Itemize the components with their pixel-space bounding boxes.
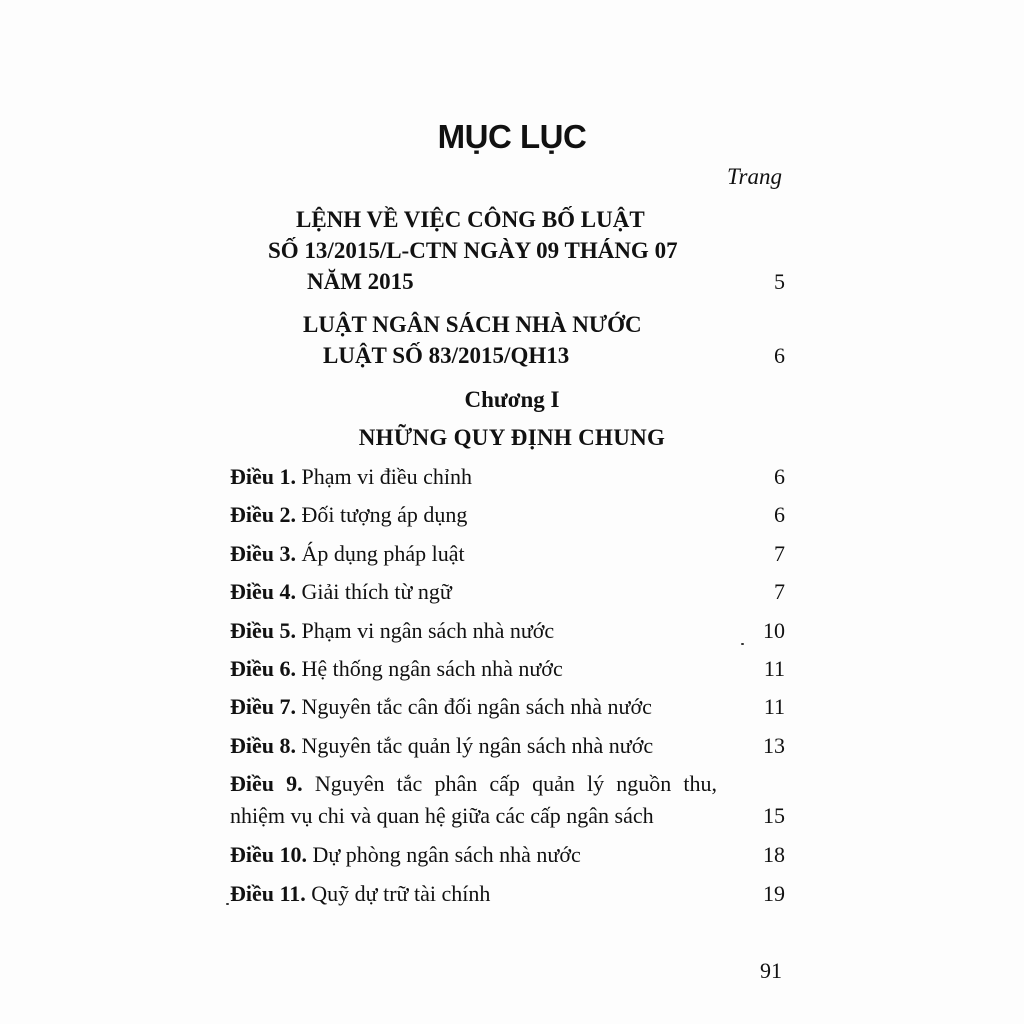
toc-title: MỤC LỤC bbox=[437, 118, 587, 155]
article-title: Hệ thống ngân sách nhà nước bbox=[301, 655, 563, 681]
toc-section-decree bbox=[230, 204, 785, 297]
article-row bbox=[230, 612, 785, 650]
article-title: Quỹ dự trữ tài chính bbox=[311, 880, 491, 906]
page-column-label: Trang bbox=[727, 164, 782, 189]
article-label: Điều 8. bbox=[230, 732, 296, 758]
article-row bbox=[230, 765, 785, 836]
article-title: Phạm vi điều chỉnh bbox=[301, 464, 472, 489]
article-page: 11 bbox=[763, 655, 785, 681]
article-page: 19 bbox=[763, 880, 785, 906]
section-line: LUẬT SỐ 83/2015/QH13 bbox=[323, 343, 570, 368]
article-row bbox=[230, 875, 785, 913]
article-title: Nguyên tắc quản lý ngân sách nhà nước bbox=[301, 732, 654, 758]
article-label: Điều 3. bbox=[230, 540, 296, 566]
article-page: 15 bbox=[763, 803, 785, 829]
article-row bbox=[230, 496, 785, 534]
article-label: Điều 2. bbox=[230, 502, 296, 528]
article-title: Phạm vi ngân sách nhà nước bbox=[301, 617, 555, 643]
article-row bbox=[230, 688, 785, 726]
section-page-number: 5 bbox=[774, 269, 785, 294]
article-label: Điều 11. bbox=[230, 880, 306, 906]
article-page: 11 bbox=[763, 694, 785, 720]
article-label: Điều 9. bbox=[230, 771, 303, 797]
article-list bbox=[230, 458, 785, 913]
section-page-number: 6 bbox=[774, 343, 785, 368]
article-page: 7 bbox=[774, 540, 785, 566]
article-page: 13 bbox=[763, 732, 785, 758]
article-page: 7 bbox=[774, 579, 785, 605]
article-title: Nguyên tắc phân cấp quản lý nguồn thu, nhiệm vụ chi và quan hệ giữa các cấp ngân sách bbox=[230, 771, 718, 829]
article-page: 6 bbox=[774, 502, 785, 528]
article-page: 10 bbox=[763, 617, 785, 643]
article-title: Đối tượng áp dụng bbox=[301, 502, 468, 528]
toc-section-law bbox=[230, 309, 785, 371]
article-label: Điều 5. bbox=[230, 617, 296, 643]
section-line: NĂM 2015 bbox=[307, 269, 414, 294]
article-label: Điều 10. bbox=[230, 842, 307, 868]
page-number: 91 bbox=[760, 958, 782, 983]
scan-speck bbox=[741, 643, 744, 645]
article-page: 6 bbox=[774, 464, 785, 489]
article-row bbox=[230, 573, 785, 611]
chapter-title: NHỮNG QUY ĐỊNH CHUNG bbox=[358, 425, 666, 450]
article-label: Điều 6. bbox=[230, 655, 296, 681]
scan-speck bbox=[226, 903, 229, 905]
article-title: Nguyên tắc cân đối ngân sách nhà nước bbox=[301, 694, 652, 720]
article-page: 18 bbox=[763, 842, 785, 868]
article-row bbox=[230, 727, 785, 765]
section-line: LUẬT NGÂN SÁCH NHÀ NƯỚC bbox=[303, 312, 642, 337]
chapter-label: Chương I bbox=[464, 387, 560, 412]
article-row bbox=[230, 535, 785, 573]
article-row bbox=[230, 836, 785, 874]
article-label: Điều 1. bbox=[230, 464, 296, 489]
section-line: SỐ 13/2015/L-CTN NGÀY 09 THÁNG 07 bbox=[268, 238, 678, 263]
article-row bbox=[230, 650, 785, 688]
article-title: Dự phòng ngân sách nhà nước bbox=[312, 842, 581, 868]
article-title: Giải thích từ ngữ bbox=[301, 579, 452, 605]
article-label: Điều 7. bbox=[230, 694, 296, 720]
section-line: LỆNH VỀ VIỆC CÔNG BỐ LUẬT bbox=[296, 207, 645, 232]
article-row bbox=[230, 458, 785, 496]
article-title: Áp dụng pháp luật bbox=[301, 540, 465, 566]
article-label: Điều 4. bbox=[230, 579, 296, 605]
